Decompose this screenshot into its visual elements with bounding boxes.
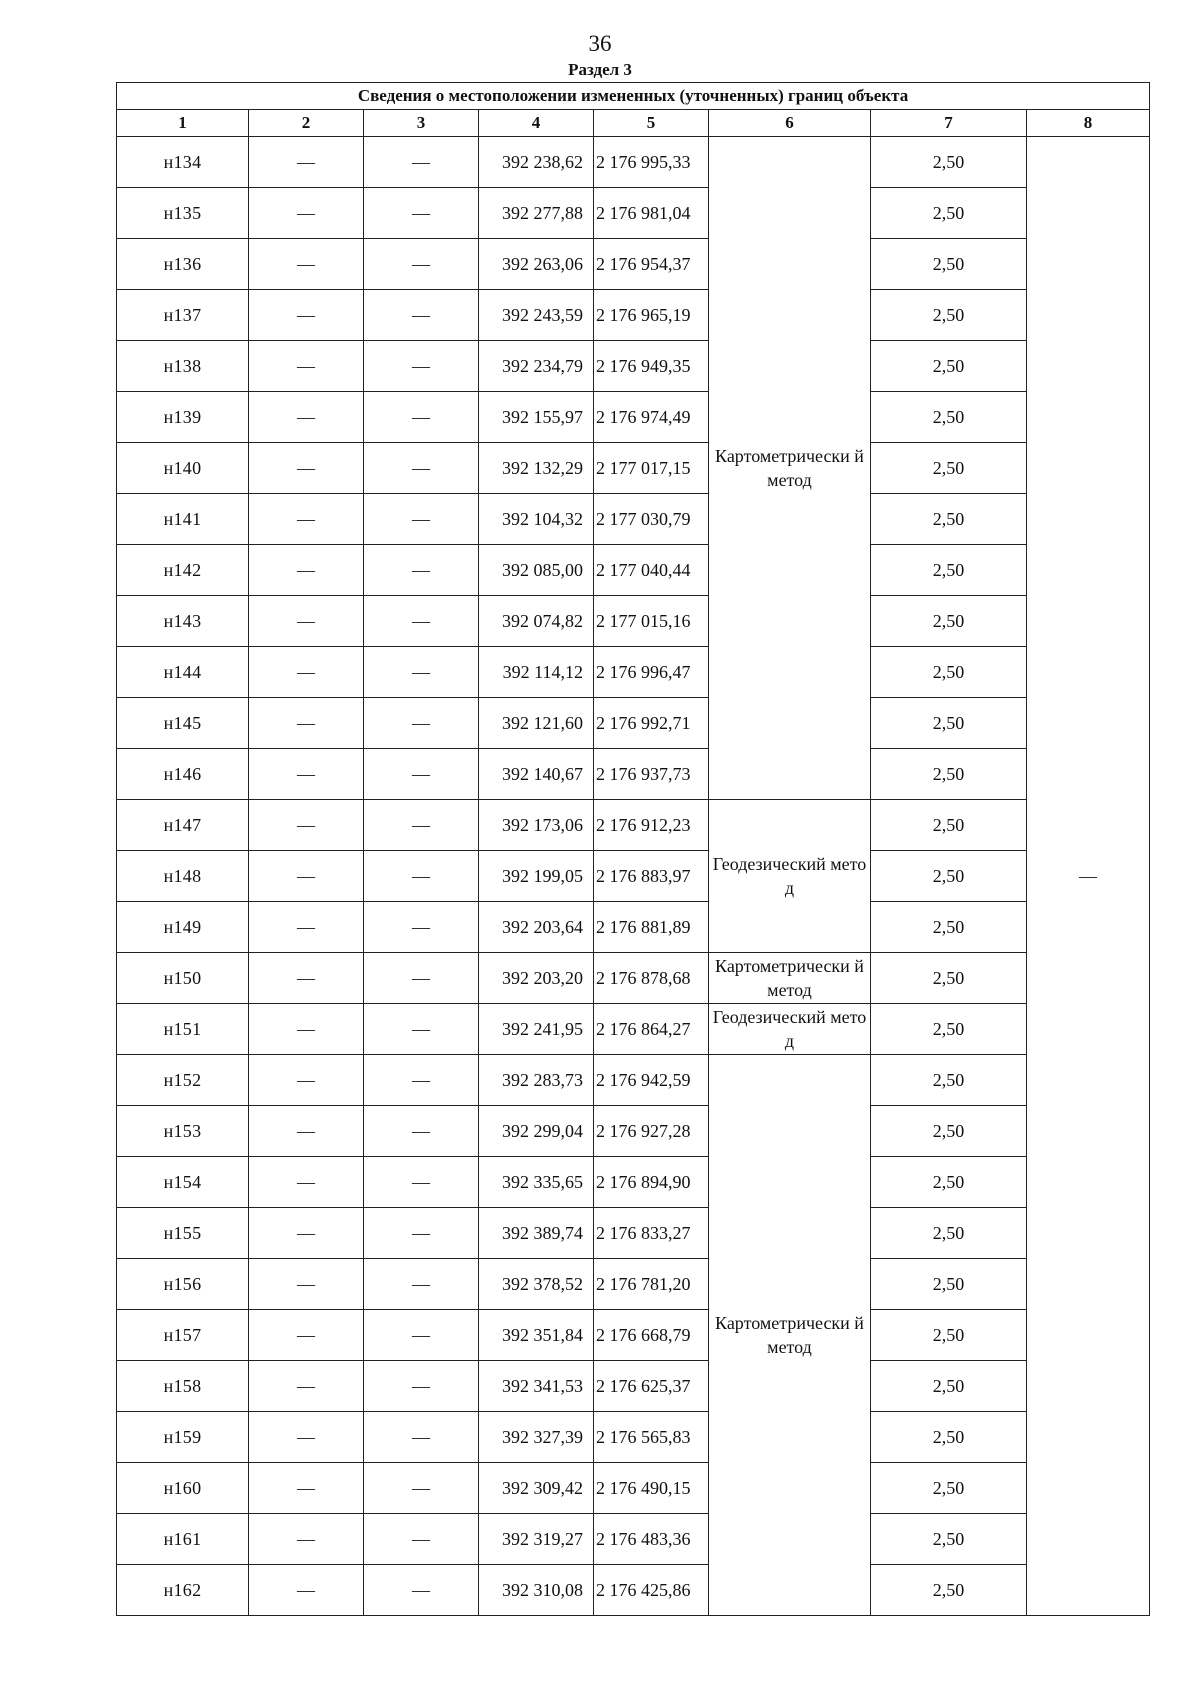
column-3-cell: — [364,188,479,239]
column-2-cell: — [249,1004,364,1055]
accuracy-cell: 2,50 [871,188,1027,239]
table-row [117,1157,1150,1208]
boundary-coordinates-table [116,82,1150,1616]
y-coordinate-cell: 2 176 781,20 [594,1259,709,1310]
x-coordinate-cell: 392 378,52 [479,1259,594,1310]
x-coordinate-cell: 392 203,20 [479,953,594,1004]
x-coordinate-cell: 392 351,84 [479,1310,594,1361]
table-row [117,851,1150,902]
column-number: 7 [871,110,1027,137]
point-id-cell: н143 [117,596,249,647]
point-id-cell: н150 [117,953,249,1004]
y-coordinate-cell: 2 177 030,79 [594,494,709,545]
table-row [117,1004,1150,1055]
table-row [117,239,1150,290]
point-id-cell: н137 [117,290,249,341]
column-2-cell: — [249,1106,364,1157]
column-number: 5 [594,110,709,137]
accuracy-cell: 2,50 [871,545,1027,596]
point-id-cell: н139 [117,392,249,443]
x-coordinate-cell: 392 299,04 [479,1106,594,1157]
x-coordinate-cell: 392 241,95 [479,1004,594,1055]
table-row [117,698,1150,749]
method-cell: Геодезический метод [709,1004,871,1055]
x-coordinate-cell: 392 234,79 [479,341,594,392]
x-coordinate-cell: 392 335,65 [479,1157,594,1208]
x-coordinate-cell: 392 203,64 [479,902,594,953]
x-coordinate-cell: 392 104,32 [479,494,594,545]
column-3-cell: — [364,953,479,1004]
point-id-cell: н144 [117,647,249,698]
accuracy-cell: 2,50 [871,137,1027,188]
accuracy-cell: 2,50 [871,1514,1027,1565]
table-row [117,341,1150,392]
y-coordinate-cell: 2 176 965,19 [594,290,709,341]
column-number: 3 [364,110,479,137]
accuracy-cell: 2,50 [871,239,1027,290]
column-3-cell: — [364,290,479,341]
column-2-cell: — [249,1463,364,1514]
column-2-cell: — [249,749,364,800]
column-3-cell: — [364,1565,479,1616]
accuracy-cell: 2,50 [871,1361,1027,1412]
method-cell: Картометрически й метод [709,1055,871,1616]
table-row [117,290,1150,341]
table-row [117,647,1150,698]
column-2-cell: — [249,137,364,188]
x-coordinate-cell: 392 277,88 [479,188,594,239]
column-2-cell: — [249,1157,364,1208]
column-2-cell: — [249,698,364,749]
table-row [117,596,1150,647]
table-row [117,392,1150,443]
x-coordinate-cell: 392 140,67 [479,749,594,800]
accuracy-cell: 2,50 [871,1310,1027,1361]
table-row [117,1106,1150,1157]
accuracy-cell: 2,50 [871,1004,1027,1055]
column-2-cell: — [249,647,364,698]
column-2-cell: — [249,1208,364,1259]
column-3-cell: — [364,851,479,902]
accuracy-cell: 2,50 [871,1208,1027,1259]
table-row [117,1208,1150,1259]
point-id-cell: н153 [117,1106,249,1157]
y-coordinate-cell: 2 176 881,89 [594,902,709,953]
y-coordinate-cell: 2 176 981,04 [594,188,709,239]
point-id-cell: н142 [117,545,249,596]
point-id-cell: н148 [117,851,249,902]
column-2-cell: — [249,188,364,239]
column-3-cell: — [364,749,479,800]
column-2-cell: — [249,1565,364,1616]
y-coordinate-cell: 2 176 996,47 [594,647,709,698]
column-3-cell: — [364,1157,479,1208]
y-coordinate-cell: 2 176 668,79 [594,1310,709,1361]
point-id-cell: н161 [117,1514,249,1565]
point-id-cell: н146 [117,749,249,800]
x-coordinate-cell: 392 199,05 [479,851,594,902]
y-coordinate-cell: 2 176 954,37 [594,239,709,290]
point-id-cell: н156 [117,1259,249,1310]
y-coordinate-cell: 2 176 894,90 [594,1157,709,1208]
x-coordinate-cell: 392 283,73 [479,1055,594,1106]
point-id-cell: н162 [117,1565,249,1616]
y-coordinate-cell: 2 176 483,36 [594,1514,709,1565]
point-id-cell: н134 [117,137,249,188]
y-coordinate-cell: 2 177 017,15 [594,443,709,494]
column-3-cell: — [364,137,479,188]
column-2-cell: — [249,1412,364,1463]
table-row [117,545,1150,596]
column-2-cell: — [249,443,364,494]
column-3-cell: — [364,596,479,647]
table-row [117,1055,1150,1106]
column-3-cell: — [364,647,479,698]
point-id-cell: н147 [117,800,249,851]
column-number: 4 [479,110,594,137]
y-coordinate-cell: 2 176 833,27 [594,1208,709,1259]
column-2-cell: — [249,1310,364,1361]
y-coordinate-cell: 2 176 937,73 [594,749,709,800]
column-2-cell: — [249,953,364,1004]
table-row [117,1361,1150,1412]
point-id-cell: н155 [117,1208,249,1259]
column-3-cell: — [364,1463,479,1514]
column-number: 1 [117,110,249,137]
x-coordinate-cell: 392 155,97 [479,392,594,443]
point-id-cell: н141 [117,494,249,545]
accuracy-cell: 2,50 [871,800,1027,851]
accuracy-cell: 2,50 [871,596,1027,647]
column-3-cell: — [364,902,479,953]
column-number-row [117,110,1150,137]
y-coordinate-cell: 2 176 949,35 [594,341,709,392]
column-2-cell: — [249,1259,364,1310]
accuracy-cell: 2,50 [871,1259,1027,1310]
table-row [117,1310,1150,1361]
x-coordinate-cell: 392 238,62 [479,137,594,188]
y-coordinate-cell: 2 176 992,71 [594,698,709,749]
table-row [117,1514,1150,1565]
accuracy-cell: 2,50 [871,1412,1027,1463]
column-number: 2 [249,110,364,137]
point-id-cell: н136 [117,239,249,290]
x-coordinate-cell: 392 074,82 [479,596,594,647]
point-id-cell: н135 [117,188,249,239]
x-coordinate-cell: 392 243,59 [479,290,594,341]
y-coordinate-cell: 2 176 912,23 [594,800,709,851]
column-3-cell: — [364,1514,479,1565]
x-coordinate-cell: 392 085,00 [479,545,594,596]
y-coordinate-cell: 2 176 878,68 [594,953,709,1004]
column-3-cell: — [364,494,479,545]
column-3-cell: — [364,1310,479,1361]
accuracy-cell: 2,50 [871,494,1027,545]
point-id-cell: н159 [117,1412,249,1463]
point-id-cell: н138 [117,341,249,392]
column-3-cell: — [364,1055,479,1106]
point-id-cell: н145 [117,698,249,749]
column-8-cell: — [1027,137,1150,1616]
y-coordinate-cell: 2 176 942,59 [594,1055,709,1106]
column-3-cell: — [364,698,479,749]
x-coordinate-cell: 392 309,42 [479,1463,594,1514]
column-2-cell: — [249,239,364,290]
column-2-cell: — [249,851,364,902]
y-coordinate-cell: 2 177 040,44 [594,545,709,596]
column-3-cell: — [364,1106,479,1157]
accuracy-cell: 2,50 [871,1565,1027,1616]
column-3-cell: — [364,392,479,443]
table-row [117,494,1150,545]
y-coordinate-cell: 2 176 565,83 [594,1412,709,1463]
method-cell: Картометрически й метод [709,953,871,1004]
table-row [117,902,1150,953]
point-id-cell: н160 [117,1463,249,1514]
column-2-cell: — [249,1055,364,1106]
table-row [117,137,1150,188]
column-3-cell: — [364,1004,479,1055]
x-coordinate-cell: 392 319,27 [479,1514,594,1565]
y-coordinate-cell: 2 176 625,37 [594,1361,709,1412]
column-2-cell: — [249,596,364,647]
column-3-cell: — [364,800,479,851]
column-3-cell: — [364,239,479,290]
section-title: Раздел 3 [568,60,632,79]
point-id-cell: н157 [117,1310,249,1361]
table-row [117,443,1150,494]
x-coordinate-cell: 392 341,53 [479,1361,594,1412]
method-cell: Геодезический метод [709,800,871,953]
column-3-cell: — [364,1259,479,1310]
column-number: 8 [1027,110,1150,137]
table-row [117,188,1150,239]
column-2-cell: — [249,1514,364,1565]
y-coordinate-cell: 2 176 864,27 [594,1004,709,1055]
accuracy-cell: 2,50 [871,1055,1027,1106]
y-coordinate-cell: 2 176 995,33 [594,137,709,188]
x-coordinate-cell: 392 121,60 [479,698,594,749]
point-id-cell: н151 [117,1004,249,1055]
column-2-cell: — [249,341,364,392]
column-2-cell: — [249,392,364,443]
accuracy-cell: 2,50 [871,749,1027,800]
accuracy-cell: 2,50 [871,1157,1027,1208]
point-id-cell: н154 [117,1157,249,1208]
x-coordinate-cell: 392 327,39 [479,1412,594,1463]
column-3-cell: — [364,1208,479,1259]
accuracy-cell: 2,50 [871,392,1027,443]
y-coordinate-cell: 2 176 974,49 [594,392,709,443]
column-3-cell: — [364,443,479,494]
column-2-cell: — [249,545,364,596]
column-2-cell: — [249,1361,364,1412]
column-2-cell: — [249,800,364,851]
table-row [117,1463,1150,1514]
x-coordinate-cell: 392 310,08 [479,1565,594,1616]
accuracy-cell: 2,50 [871,953,1027,1004]
column-2-cell: — [249,494,364,545]
y-coordinate-cell: 2 176 425,86 [594,1565,709,1616]
page-number: 36 [588,31,612,56]
column-number: 6 [709,110,871,137]
table-row [117,1565,1150,1616]
column-2-cell: — [249,902,364,953]
column-2-cell: — [249,290,364,341]
accuracy-cell: 2,50 [871,341,1027,392]
y-coordinate-cell: 2 176 490,15 [594,1463,709,1514]
accuracy-cell: 2,50 [871,290,1027,341]
x-coordinate-cell: 392 132,29 [479,443,594,494]
accuracy-cell: 2,50 [871,851,1027,902]
accuracy-cell: 2,50 [871,443,1027,494]
x-coordinate-cell: 392 173,06 [479,800,594,851]
method-cell: Картометрически й метод [709,137,871,800]
y-coordinate-cell: 2 177 015,16 [594,596,709,647]
x-coordinate-cell: 392 389,74 [479,1208,594,1259]
x-coordinate-cell: 392 114,12 [479,647,594,698]
y-coordinate-cell: 2 176 883,97 [594,851,709,902]
table-row [117,749,1150,800]
column-3-cell: — [364,341,479,392]
column-3-cell: — [364,1361,479,1412]
table-row [117,1412,1150,1463]
table-row [117,1259,1150,1310]
table-row [117,800,1150,851]
point-id-cell: н158 [117,1361,249,1412]
point-id-cell: н152 [117,1055,249,1106]
accuracy-cell: 2,50 [871,1106,1027,1157]
accuracy-cell: 2,50 [871,647,1027,698]
accuracy-cell: 2,50 [871,902,1027,953]
column-3-cell: — [364,545,479,596]
y-coordinate-cell: 2 176 927,28 [594,1106,709,1157]
accuracy-cell: 2,50 [871,698,1027,749]
column-3-cell: — [364,1412,479,1463]
table-row [117,953,1150,1004]
table-caption: Сведения о местоположении измененных (уточненных) границ объекта [117,83,1150,110]
point-id-cell: н140 [117,443,249,494]
table-body [117,137,1150,1616]
accuracy-cell: 2,50 [871,1463,1027,1514]
point-id-cell: н149 [117,902,249,953]
x-coordinate-cell: 392 263,06 [479,239,594,290]
